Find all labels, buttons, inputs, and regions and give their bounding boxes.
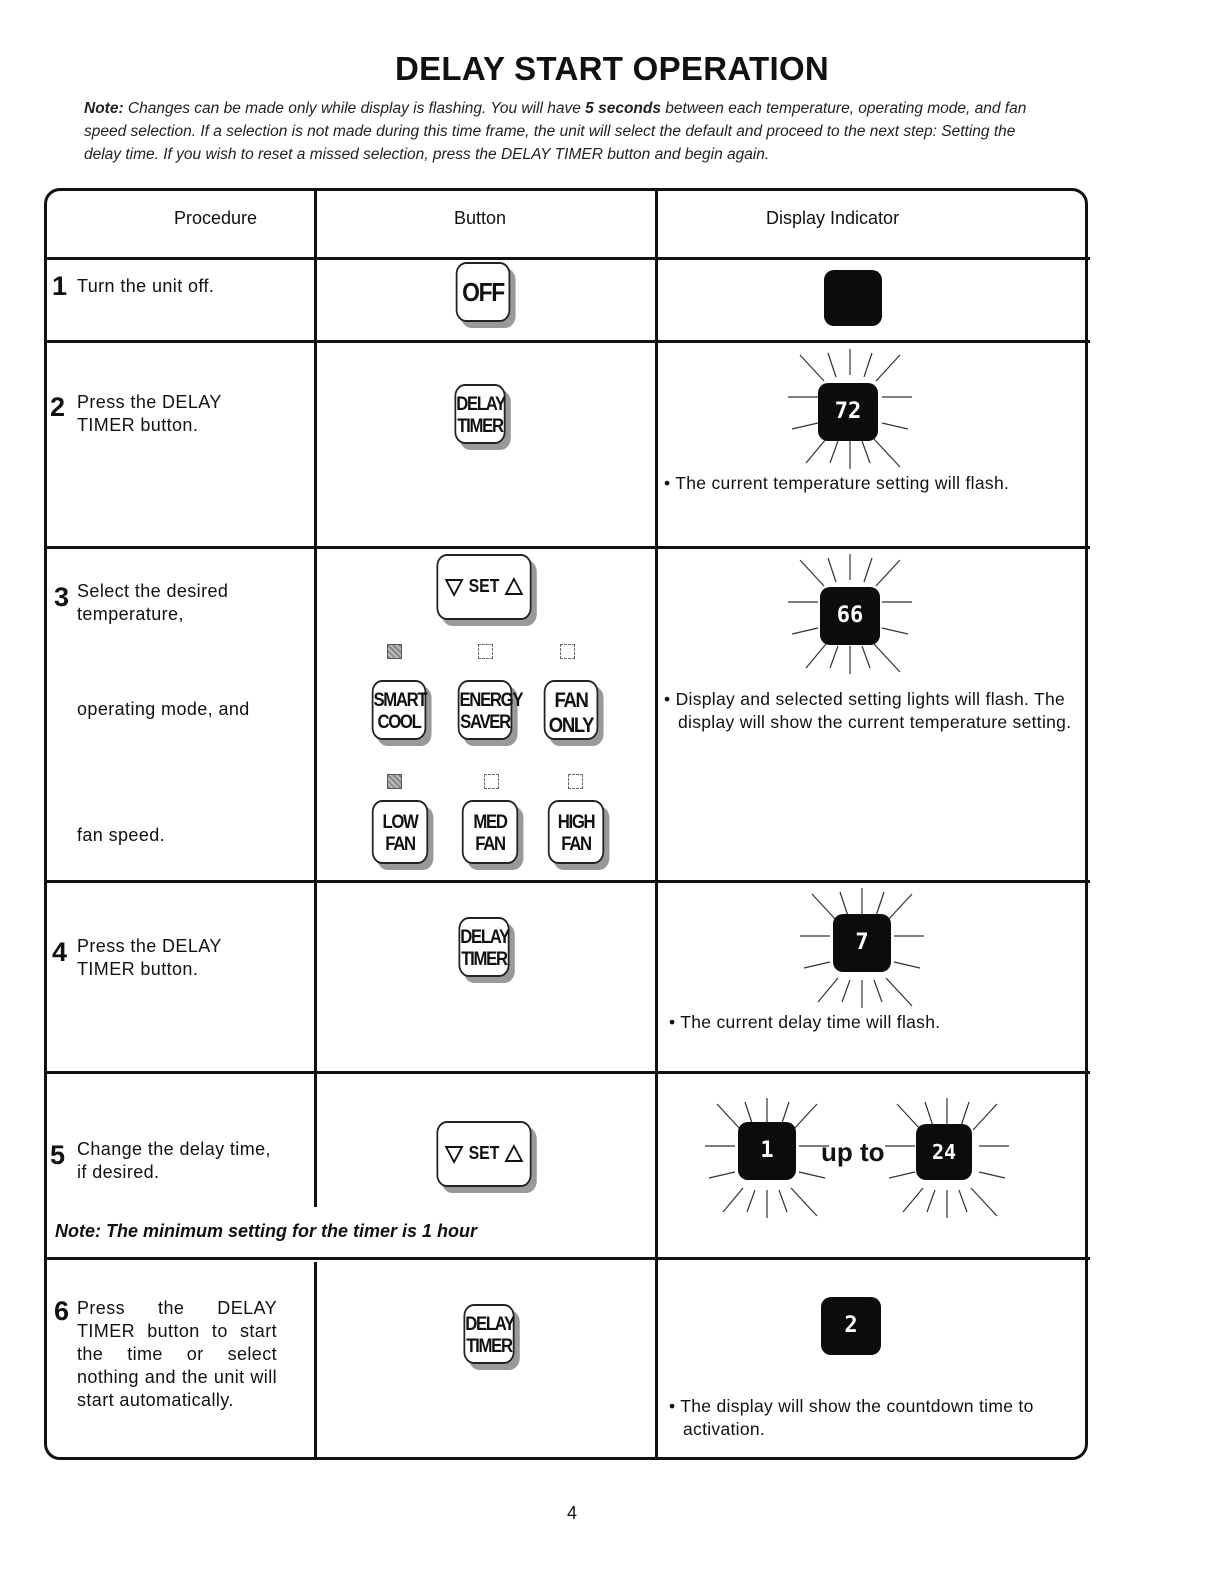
fan-label: FAN bbox=[554, 689, 588, 712]
table-divider bbox=[44, 257, 1090, 260]
step-number: 5 bbox=[50, 1140, 66, 1170]
delay-timer-button[interactable] bbox=[458, 917, 509, 977]
display-off-indicator bbox=[824, 270, 882, 326]
header-display: Display Indicator bbox=[766, 208, 900, 228]
fan-label: FAN bbox=[385, 834, 415, 855]
step-2-text: Press the DELAY TIMER button. bbox=[77, 392, 222, 435]
table-divider bbox=[44, 340, 1090, 343]
set-button[interactable] bbox=[436, 1121, 531, 1187]
delay-timer-button[interactable] bbox=[454, 384, 505, 444]
page-title: DELAY START OPERATION bbox=[394, 50, 830, 87]
fan-label: FAN bbox=[561, 834, 591, 855]
fan-only-button[interactable] bbox=[544, 680, 599, 740]
step-3-description: • Display and selected setting lights will flash. The display will show the current temperature setting. bbox=[664, 689, 1072, 732]
header-button: Button bbox=[454, 208, 507, 228]
med-fan-button[interactable] bbox=[462, 800, 518, 864]
step-4-description: • The current delay time will flash. bbox=[669, 1012, 941, 1032]
off-button-label: OFF bbox=[462, 277, 504, 307]
table-divider bbox=[44, 546, 1090, 549]
down-arrow-icon bbox=[445, 1144, 464, 1164]
high-label: HIGH bbox=[557, 812, 595, 833]
set-label: SET bbox=[468, 576, 500, 596]
smart-label: SMART bbox=[373, 690, 427, 711]
table-divider bbox=[44, 880, 1090, 883]
note-label: Note: bbox=[84, 100, 124, 117]
high-fan-button[interactable] bbox=[548, 800, 604, 864]
low-fan-indicator-light bbox=[387, 774, 402, 789]
table-divider bbox=[44, 1257, 1090, 1260]
up-to-label: up to bbox=[821, 1137, 885, 1167]
energy-label: ENERGY bbox=[459, 690, 523, 711]
energy-saver-button[interactable] bbox=[458, 680, 523, 740]
intro-note bbox=[84, 97, 1044, 166]
med-label: MED bbox=[473, 812, 507, 833]
low-fan-button[interactable] bbox=[372, 800, 428, 864]
up-arrow-icon bbox=[504, 1144, 523, 1164]
step-number: 4 bbox=[52, 937, 68, 967]
off-button[interactable] bbox=[456, 262, 511, 322]
set-button[interactable] bbox=[436, 554, 531, 620]
note-text-2: between each temperature, operating mode, and fan speed selection. If a selection is not made during this time frame, the unit will select the default and proceed to the next step: Setting the delay time. If you wish to reset a missed selection, press the DELAY TIMER button and begin again. bbox=[84, 100, 1027, 163]
step-5-note: Note: The minimum setting for the timer is 1 hour bbox=[55, 1221, 478, 1241]
header-procedure: Procedure bbox=[174, 208, 258, 228]
delay-max-display: 24 bbox=[916, 1124, 972, 1180]
page-number: 4 bbox=[566, 1503, 577, 1523]
step-4-text: Press the DELAY TIMER button. bbox=[77, 936, 222, 979]
down-arrow-icon bbox=[445, 577, 464, 597]
timer-label: TIMER bbox=[461, 949, 507, 970]
delay-timer-button[interactable] bbox=[463, 1304, 514, 1364]
note-text-1: Changes can be made only while display is flashing. You will have bbox=[127, 100, 581, 117]
step-6-description: • The display will show the countdown time to activation. bbox=[669, 1396, 1034, 1439]
energy-saver-indicator-light bbox=[478, 644, 493, 659]
step-5-text: Change the delay time, if desired. bbox=[77, 1139, 271, 1182]
column-divider bbox=[655, 190, 658, 1460]
low-label: LOW bbox=[382, 812, 418, 833]
note-emphasis: 5 seconds bbox=[585, 100, 661, 117]
delay-time-display: 7 bbox=[833, 914, 891, 972]
step-3-text-b: operating mode, and bbox=[77, 699, 250, 719]
step-number: 3 bbox=[54, 582, 70, 612]
smart-cool-indicator-light bbox=[387, 644, 402, 659]
step-number: 6 bbox=[54, 1296, 70, 1326]
delay-label: DELAY bbox=[465, 1314, 514, 1335]
step-6-text: Press the DELAY TIMER button to start the time or select nothing and the unit will start automatically. bbox=[77, 1298, 277, 1410]
timer-label: TIMER bbox=[466, 1336, 512, 1357]
temperature-display: 66 bbox=[820, 587, 880, 645]
up-arrow-icon bbox=[504, 577, 523, 597]
set-label: SET bbox=[468, 1143, 500, 1163]
cool-label: COOL bbox=[377, 712, 421, 733]
step-3-text-a: Select the desired temperature, bbox=[77, 581, 229, 624]
table-divider bbox=[44, 1071, 1090, 1074]
step-3-text-c: fan speed. bbox=[77, 825, 166, 845]
countdown-display: 2 bbox=[821, 1297, 881, 1355]
timer-label: TIMER bbox=[457, 416, 503, 437]
step-1-text: Turn the unit off. bbox=[77, 276, 215, 296]
fan-only-indicator-light bbox=[560, 644, 575, 659]
step-number: 1 bbox=[52, 271, 68, 301]
temperature-display: 72 bbox=[818, 383, 878, 441]
step-number: 2 bbox=[50, 392, 66, 422]
fan-label: FAN bbox=[475, 834, 505, 855]
only-label: ONLY bbox=[548, 714, 594, 737]
step-2-description: • The current temperature setting will flash. bbox=[664, 473, 1010, 493]
high-fan-indicator-light bbox=[568, 774, 583, 789]
med-fan-indicator-light bbox=[484, 774, 499, 789]
delay-label: DELAY bbox=[460, 927, 509, 948]
delay-min-display: 1 bbox=[738, 1122, 796, 1180]
column-divider bbox=[314, 190, 317, 1207]
column-divider bbox=[314, 1262, 317, 1460]
smart-cool-button[interactable] bbox=[372, 680, 427, 740]
delay-label: DELAY bbox=[456, 394, 505, 415]
saver-label: SAVER bbox=[460, 712, 510, 733]
